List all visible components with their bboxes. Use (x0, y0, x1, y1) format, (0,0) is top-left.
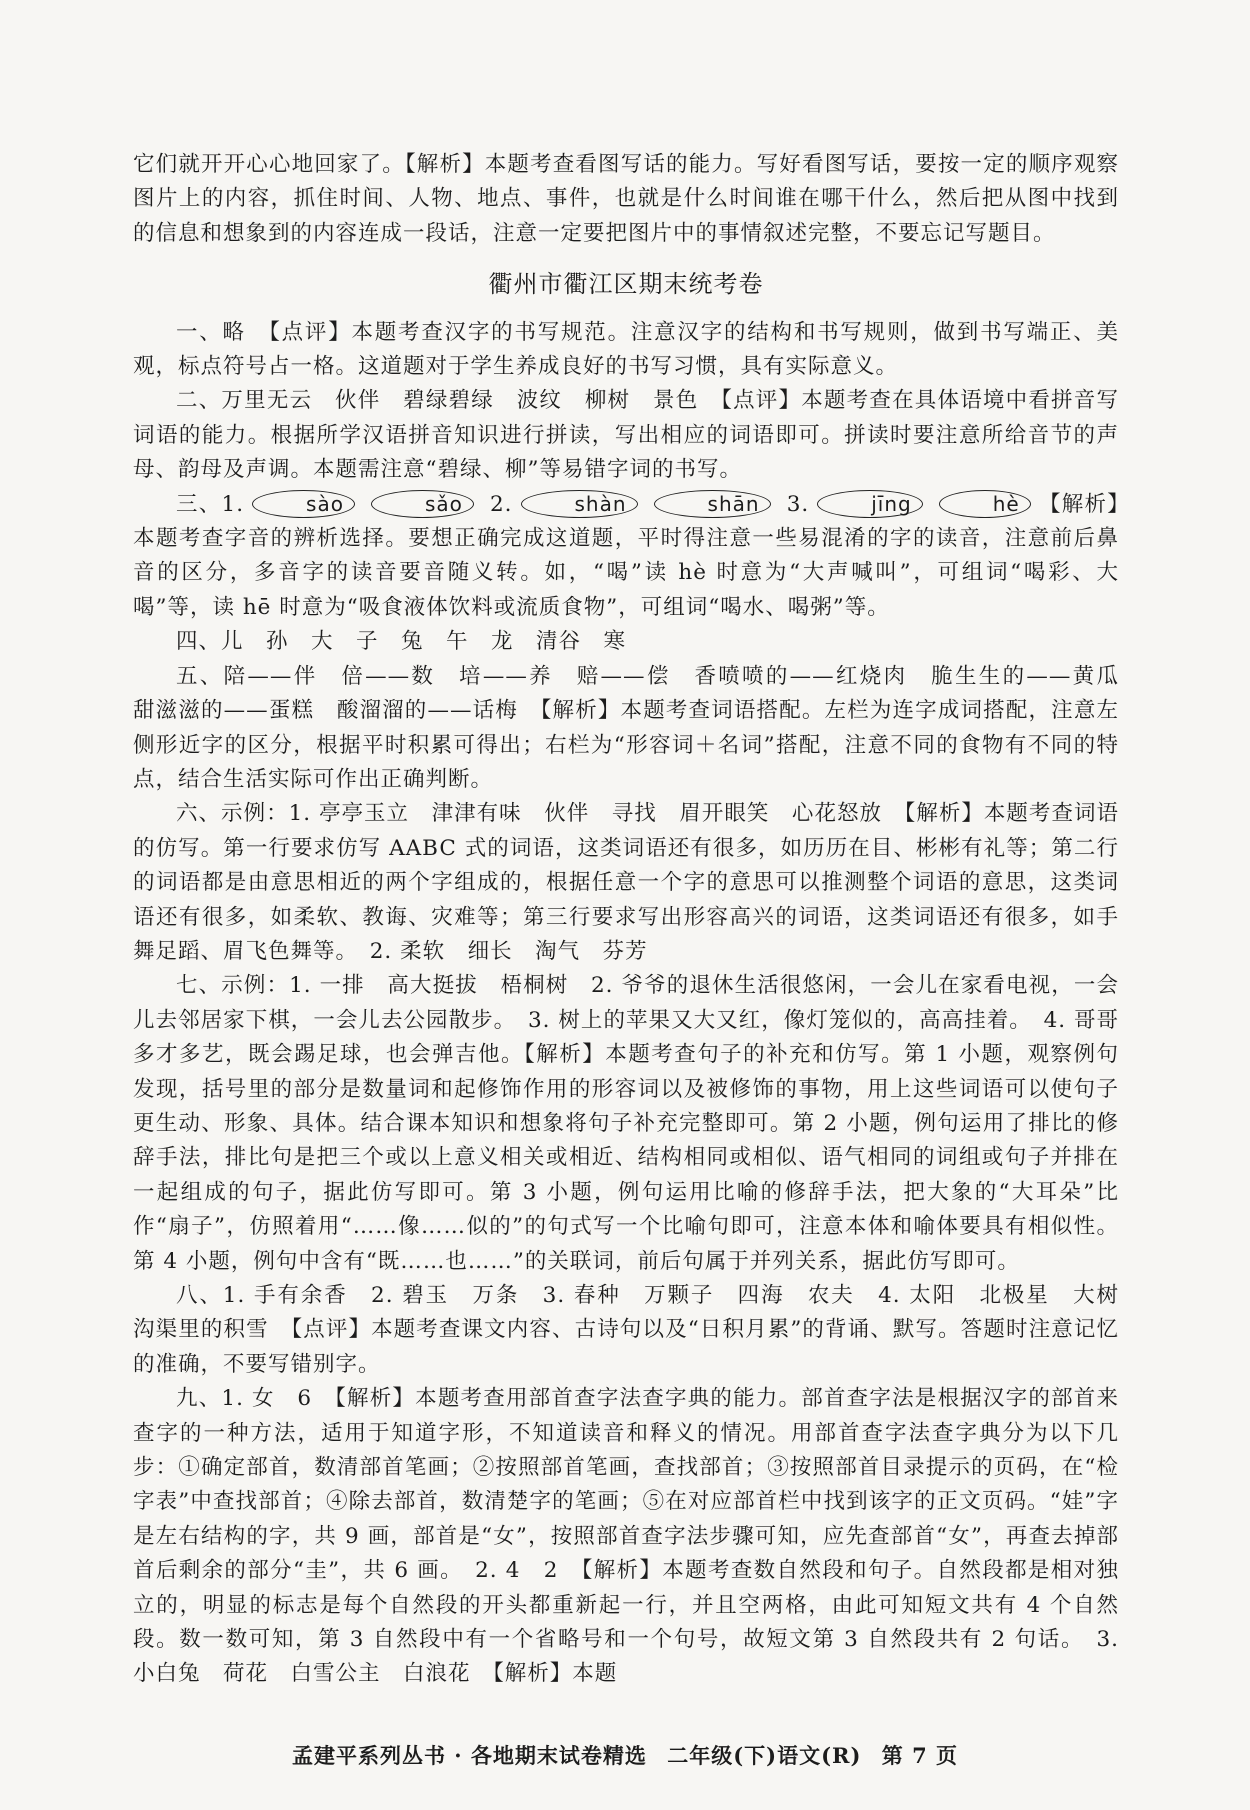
pinyin-answer: hè (939, 490, 1031, 518)
exam-title: 衢州市衢江区期末统考卷 (488, 270, 764, 299)
page-footer (0, 1740, 1250, 1770)
section-6: 六、示例：1. 亭亭玉立 津津有味 伙伴 寻找 眉开眼笑 心花怒放 【解析】本题考查词语的仿写。第一行要求仿写 AABC 式的词语，这类词语还有很多，如历历在目、彬彬有礼等；第二行的词语都是由意思相近的两个字组成的，根据任意一个字的意思可以推测整个词语的意思，这类词语还有很多，如柔软、教诲、灾难等；第三行要求写出形容高兴的词语，这类词语还有很多，如手舞足蹈、眉飞色舞等。 2. 柔软 细长 淘气 芬芳 (133, 801, 1119, 964)
section-5: 五、陪——伴 倍——数 培——养 赔——偿 香喷喷的——红烧肉 脆生生的——黄瓜 甜滋滋的——蛋糕 酸溜溜的——话梅 【解析】本题考查词语搭配。左栏为连字成词搭配，注意左侧形近字的区分，根据平时积累可得出；右栏为“形容词＋名词”搭配，注意不同的食物有不同的特点，结合生活实际可作出正确判断。 (133, 663, 1142, 792)
section-2: 二、万里无云 伙伴 碧绿碧绿 波纹 柳树 景色 【点评】本题考查在具体语境中看拼音写词语的能力。根据所学汉语拼音知识进行拼读，写出相应的词语即可。拼读时要注意所给音节的声母、韵母及声调。本题需注意“碧绿、柳”等易错字词的书写。 (133, 388, 1119, 483)
section-3-lead: 三、1. (176, 491, 245, 517)
section-7: 七、示例：1. 一排 高大挺拔 梧桐树 2. 爷爷的退休生活很悠闲，一会儿在家看电视，一会儿去邻居家下棋，一会儿去公园散步。 3. 树上的苹果又大又红，像灯笼似的，高高挂着。 4. 哥哥多才多艺，既会踢足球，也会弹吉他。【解析】本题考查句子的补充和仿写。第 1 小题，观察例句发现，括号里的部分是数量词和起修饰作用的形容词以及被修饰的事物，用上这些词语可以使句子更生动、形象、具体。结合课本知识和想象将句子补充完整即可。第 2 小题，例句运用了排比的修辞手法，排比句是把三个或以上意义相关或相近、结构相同或相似、语气相同的词组或句子并排在一起组成的句子，据此仿写即可。第 3 小题，例句运用比喻的修辞手法，把大象的“大耳朵”比作“扇子”，仿照着用“……像……似的”的句式写一个比喻句即可，注意本体和喻体要具有相似性。第 4 小题，例句中含有“既……也……”的关联词，前后句属于并列关系，据此仿写即可。 (133, 973, 1119, 1274)
pinyin-answer: shān (654, 490, 771, 518)
section-1: 一、略 【点评】本题考查汉字的书写规范。注意汉字的结构和书写规则，做到书写端正、美观，标点符号占一格。这道题对于学生养成良好的书写习惯，具有实际意义。 (133, 319, 1119, 380)
footer-grade: 二年级(下)语文(R) (667, 1743, 862, 1768)
section-8: 八、1. 手有余香 2. 碧玉 万条 3. 春种 万颗子 四海 农夫 4. 太阳 北极星 大树 沟渠里的积雪 【点评】本题考查课文内容、古诗句以及“日积月累”的背诵、默写。答题时注意记忆的准确，不要写错别字。 (133, 1283, 1142, 1377)
pinyin-answer: jīng (817, 490, 922, 518)
section-3-analysis: 【解析】本题考查字音的辨析选择。要想正确完成这道题，平时得注意一些易混淆的字的读音，注意前后鼻音的区分，多音字的读音要音随义转。如，“喝”读 hè 时意为“大声喊叫”，可组词“喝彩、大喝”等，读 hē 时意为“吸食液体饮料或流质食物”，可组词“喝水、喝粥”等。 (133, 491, 1119, 620)
pinyin-answer: shàn (521, 490, 638, 518)
section-3 (133, 488, 1119, 626)
footer-series: 孟建平系列丛书 · 各地期末试卷精选 (292, 1743, 647, 1768)
top-paragraph: 它们就开开心心地回家了。【解析】本题考查看图写话的能力。写好看图写话，要按一定的顺序观察图片上的内容，抓住时间、人物、地点、事件，也就是什么时间谁在哪干什么，然后把从图中找到的信息和想象到的内容连成一段话，注意一定要把图片中的事情叙述完整，不要忘记写题目。 (133, 152, 1119, 246)
section-4: 四、儿 孙 大 子 兔 午 龙 清谷 寒 (176, 629, 627, 655)
item-number: 3. (786, 491, 810, 517)
pinyin-answer: sào (252, 490, 355, 518)
pinyin-answer: sǎo (371, 490, 474, 518)
footer-page-number: 第 7 页 (881, 1743, 958, 1768)
item-number: 2. (490, 491, 513, 517)
section-9: 九、1. 女 6 【解析】本题考查用部首查字法查字典的能力。部首查字法是根据汉字的部首来查字的一种方法，适用于知道字形，不知道读音和释义的情况。用部首查字法查字典分为以下几步：①确定部首，数清部首笔画；②按照部首笔画，查找部首；③按照部首目录提示的页码，在“检字表”中查找部首；④除去部首，数清楚字的笔画；⑤在对应部首栏中找到该字的正文页码。“娃”字是左右结构的字，共 9 画，部首是“女”，按照部首查字法步骤可知，应先查部首“女”，再查去掉部首后剩余的部分“圭”，共 6 画。 2. 4 2 【解析】本题考查数自然段和句子。自然段都是相对独立的，明显的标志是每个自然段的开头都重新起一行，并且空两格，由此可知短文共有 4 个自然段。数一数可知，第 3 自然段中有一个省略号和一个句号，故短文第 3 自然段共有 2 句话。 3. 小白兔 荷花 白雪公主 白浪花 【解析】本题 (133, 1386, 1119, 1687)
answer-content (133, 148, 1142, 1692)
